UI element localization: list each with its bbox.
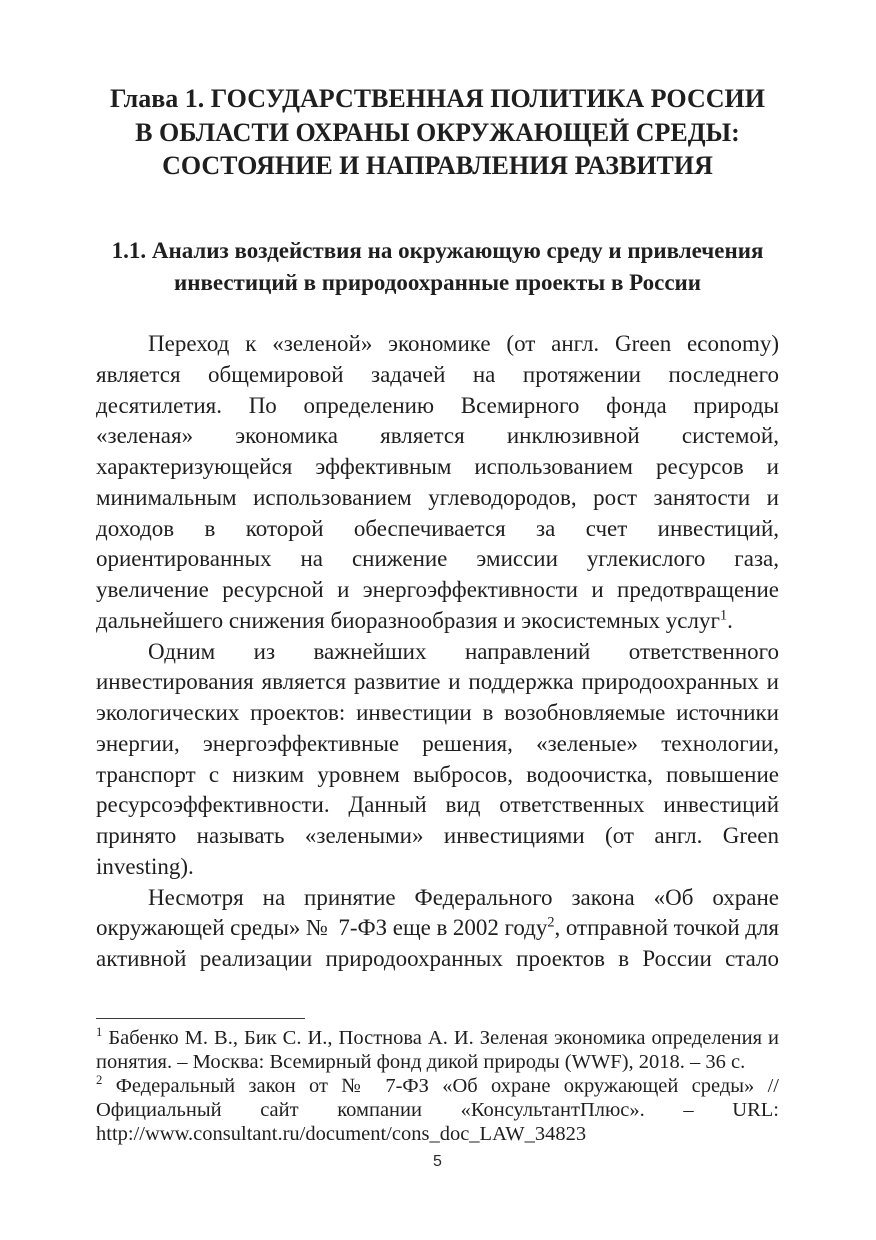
body-line: Несмотря на принятие Федерального закона «Об охране: [148, 884, 779, 910]
footnote: [96, 1074, 779, 1146]
page-number: 5: [433, 1153, 442, 1170]
footnote-marker: 1: [96, 1025, 103, 1040]
body-text: [96, 329, 779, 975]
section-heading: [96, 235, 779, 299]
body-line: энергии, энергоэффективные решения, «зеленые» технологии,: [96, 730, 779, 756]
section-title-line: инвестиций в природоохранные проекты в России: [173, 270, 702, 295]
body-line: [96, 913, 779, 944]
paragraph: [96, 883, 779, 975]
footnote-ref-marker: 1: [719, 607, 728, 624]
body-line-text: .: [727, 607, 733, 633]
body-line-text: дальнейшего снижения биоразнообразия и экосистемных услуг: [96, 607, 720, 633]
footnote: [96, 1026, 779, 1074]
footnote-line-text: Федеральный закон от № 7-ФЗ «Об охране окружающей среды» //: [115, 1075, 779, 1097]
body-line-text: , отправной точкой для: [554, 915, 780, 941]
body-line: Переход к «зеленой» экономике (от англ. Green economy): [148, 331, 779, 356]
body-line: характеризующейся эффективным использованием ресурсов и: [96, 454, 779, 479]
chapter-heading: [96, 82, 779, 183]
body-line: принято называть «зелеными» инвестициями (от англ. Green: [96, 823, 779, 848]
body-line: транспорт с низким уровнем выбросов, водоочистка, повышение: [96, 761, 779, 787]
footnote-separator: [96, 1018, 305, 1019]
chapter-title-line: СОСТОЯНИЕ И НАПРАВЛЕНИЯ РАЗВИТИЯ: [162, 151, 713, 180]
body-line: минимальным использованием углеводородов, рост занятости и: [96, 484, 779, 510]
footnote-marker: 2: [96, 1073, 103, 1088]
body-line: ресурсоэффективности. Данный вид ответственных инвестиций: [96, 792, 779, 818]
chapter-title-line: В ОБЛАСТИ ОХРАНЫ ОКРУЖАЮЩЕЙ СРЕДЫ:: [135, 117, 740, 147]
footnote-ref-marker: 2: [547, 914, 555, 931]
footnote-line: [96, 1026, 779, 1050]
body-line: доходов в которой обеспечивается за счет инвестиций,: [96, 515, 779, 541]
body-line: инвестирования является развитие и поддержка природоохранных и: [96, 669, 779, 695]
body-line: investing).: [96, 853, 194, 879]
body-line: увеличение ресурсной и энергоэффективности и предотвращение: [96, 577, 779, 602]
section-title-line: 1.1. Анализ воздействия на окружающую среду и привлечения: [111, 238, 764, 263]
paragraph: [96, 637, 779, 883]
body-line: активной реализации природоохранных проектов в России стало: [96, 946, 779, 971]
footnote-line: понятия. – Москва: Всемирный фонд дикой природы (WWF), 2018. – 36 с.: [96, 1051, 746, 1073]
paragraph: [96, 329, 779, 637]
body-line-text: окружающей среды» № 7-ФЗ еще в 2002 году: [96, 915, 548, 941]
body-line: является общемировой задачей на протяжении последнего: [96, 361, 779, 387]
body-line: «зеленая» экономика является инклюзивной системой,: [96, 423, 779, 449]
footnote-line-text: Бабенко М. В., Бик С. И., Постнова А. И. Зеленая экономика определения и: [108, 1027, 779, 1049]
body-line: экологических проектов: инвестиции в возобновляемые источники: [96, 700, 779, 725]
body-line: [96, 606, 779, 637]
footnotes: [96, 1026, 779, 1146]
footnote-line: [96, 1074, 779, 1098]
body-line: ориентированных на снижение эмиссии углекислого газа,: [96, 546, 779, 572]
footnote-line: Официальный сайт компании «КонсультантПлюс». – URL:: [96, 1099, 779, 1121]
chapter-title-line: Глава 1. ГОСУДАРСТВЕННАЯ ПОЛИТИКА РОССИИ: [110, 84, 765, 113]
footnote-url-line: http://www.consultant.ru/document/cons_doc_LAW_34823: [96, 1123, 587, 1145]
body-line: Одним из важнейших направлений ответственного: [148, 638, 779, 664]
body-line: десятилетия. По определению Всемирного фонда природы: [96, 392, 779, 418]
